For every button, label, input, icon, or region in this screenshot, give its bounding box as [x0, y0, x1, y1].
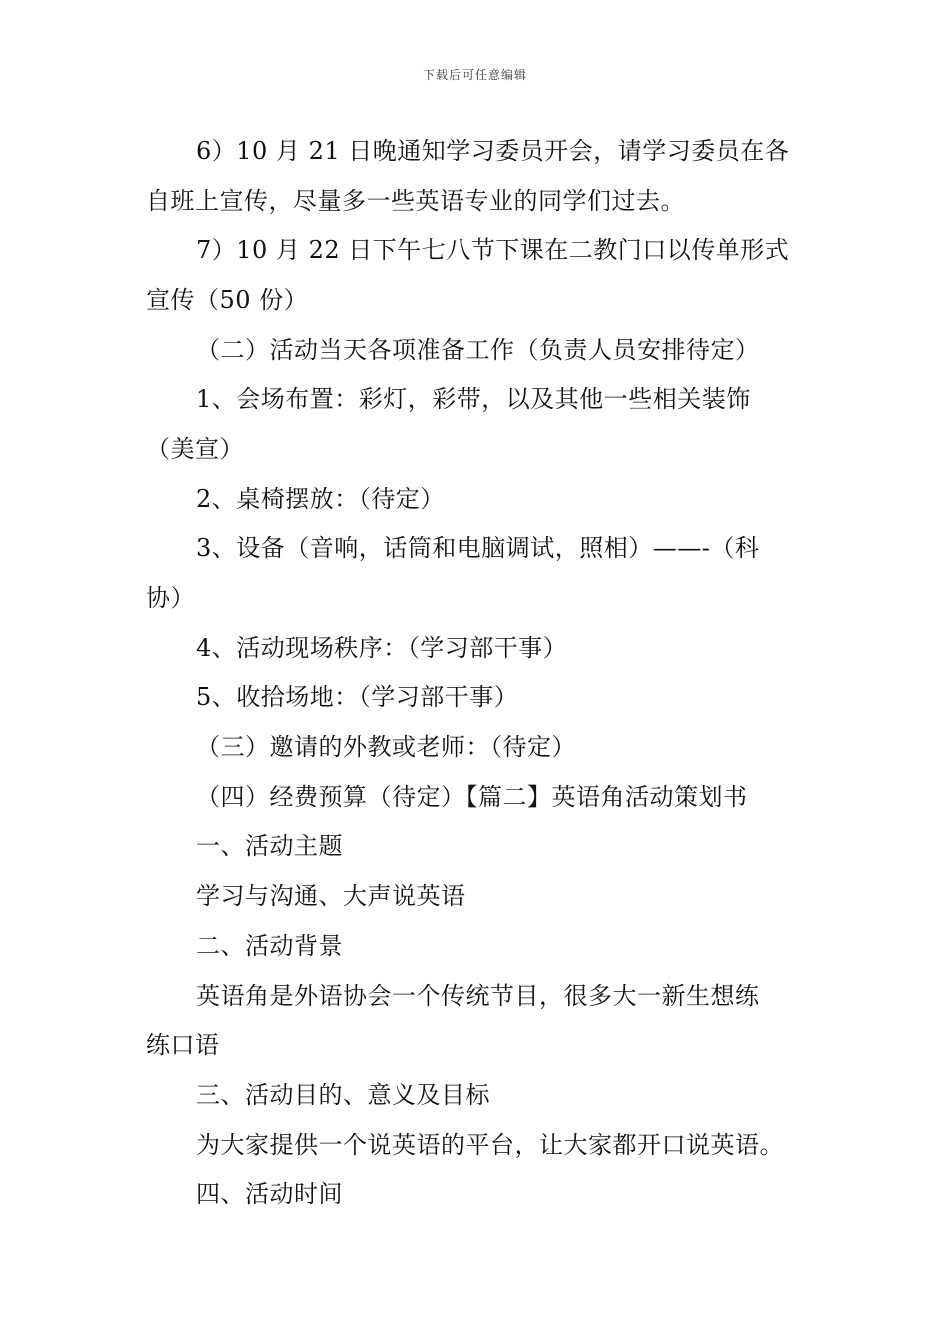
- section-heading: （三）邀请的外教或老师：（待定）: [196, 733, 576, 761]
- paragraph-line: 5、收拾场地：（学习部干事）: [196, 683, 519, 711]
- paragraph-line: 自班上宣传，尽量多一些英语专业的同学们过去。: [146, 187, 685, 215]
- paragraph-line: 2、桌椅摆放：（待定）: [196, 485, 445, 513]
- paragraph-line: 3、设备（音响，话筒和电脑调试，照相）——-（科: [196, 534, 760, 562]
- page-header: 下载后可任意编辑: [422, 68, 527, 82]
- section-heading: 四、活动时间: [196, 1180, 343, 1208]
- section-heading: （二）活动当天各项准备工作（负责人员安排待定）: [196, 336, 760, 364]
- paragraph-line: 学习与沟通、大声说英语: [196, 882, 466, 910]
- paragraph-line: 英语角是外语协会一个传统节目，很多大一新生想练: [196, 982, 760, 1010]
- section-heading: 二、活动背景: [196, 932, 343, 960]
- paragraph-line: 协）: [146, 584, 195, 612]
- section-heading: 三、活动目的、意义及目标: [196, 1081, 490, 1109]
- section-heading: （四）经费预算（待定）【篇二】英语角活动策划书: [196, 783, 748, 811]
- paragraph-line: 1、会场布置：彩灯，彩带，以及其他一些相关装饰: [196, 385, 751, 413]
- section-heading: 一、活动主题: [196, 832, 343, 860]
- paragraph-line: 宣传（50 份）: [146, 286, 309, 314]
- paragraph-line: 6）10 月 21 日晚通知学习委员开会，请学习委员在各: [196, 137, 790, 165]
- paragraph-line: 4、活动现场秩序：（学习部干事）: [196, 634, 568, 662]
- paragraph-line: （美宣）: [146, 435, 244, 463]
- paragraph-line: 练口语: [146, 1031, 220, 1059]
- paragraph-line: 7）10 月 22 日下午七八节下课在二教门口以传单形式: [196, 236, 790, 264]
- paragraph-line: 为大家提供一个说英语的平台，让大家都开口说英语。: [196, 1131, 784, 1159]
